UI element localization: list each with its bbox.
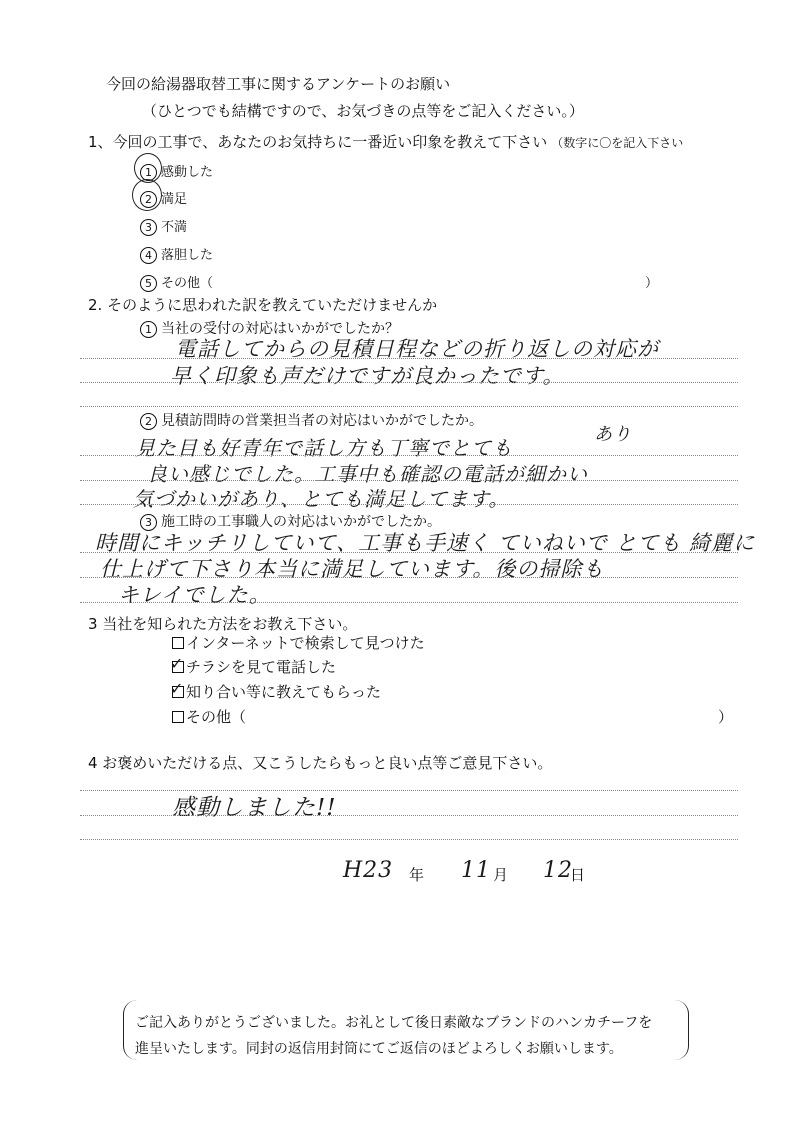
option-number-4: 4 (140, 247, 157, 264)
q1-option-5-close: ） (645, 276, 659, 291)
q1-option-2[interactable]: 2 満足 (140, 188, 187, 208)
answer-line (80, 602, 738, 603)
date-day-label: 日 (570, 866, 586, 884)
date-day: 12 (543, 858, 573, 883)
date-month: 11 (461, 858, 491, 883)
date-era-year: H23 (343, 858, 394, 883)
date-year-label: 年 (409, 866, 425, 884)
option-number-1: 1 (140, 164, 157, 181)
q3-option-other-close: ） (718, 708, 734, 726)
q3-question: 3 当社を知られた方法をお教え下さい。 (88, 615, 358, 633)
footer-line-1: ご記入ありがとうございました。お礼として後日素敵なブランドのハンカチーフを (135, 1015, 653, 1031)
answer-line (80, 455, 738, 456)
answer-line (80, 406, 738, 407)
q2-sub3-answer-line2: 仕上げて下さり本当に満足しています。後の掃除も (100, 557, 605, 581)
date-month-label: 月 (493, 866, 509, 884)
answer-line (80, 504, 738, 505)
option-number-2: 2 (140, 191, 157, 208)
answer-line (80, 480, 738, 481)
q2-question: 2. そのように思われた訳を教えていただけませんか (88, 296, 438, 314)
q4-answer: 感動しました!! (172, 795, 337, 821)
q3-option-other[interactable]: その他（ (172, 706, 246, 727)
q3-option-internet[interactable]: インターネットで検索して見つけた (172, 632, 425, 653)
sub-number-3: 3 (140, 514, 157, 531)
check-mark-icon: ✓ (170, 678, 184, 698)
check-mark-icon: ✓ (170, 653, 184, 673)
q2-sub2-insert: あり (594, 424, 632, 445)
answer-line (80, 382, 738, 383)
q2-sub2-label: 2 見積訪問時の営業担当者の対応はいかがでしたか。 (140, 410, 483, 430)
checkbox-checked-icon[interactable] (170, 678, 184, 698)
survey-title: 今回の給湯器取替工事に関するアンケートのお願い (106, 75, 451, 93)
q1-option-4[interactable]: 4 落胆した (140, 244, 213, 264)
checkbox-checked-icon[interactable] (170, 653, 184, 673)
option-number-3: 3 (140, 219, 157, 236)
q2-sub2-answer-line3: 気づかいがあり、とても満足してます。 (133, 487, 510, 511)
q4-question: 4 お褒めいただける点、又こうしたらもっと良い点等ご意見下さい。 (88, 754, 553, 772)
answer-line (80, 358, 738, 359)
q1-option-1[interactable]: 1 感動した (140, 161, 213, 181)
checkbox-empty-icon[interactable] (172, 711, 184, 723)
answer-line (80, 577, 738, 578)
q2-sub1-answer-line1: 電話してからの見積日程などの折り返しの対応が (175, 337, 659, 361)
q2-sub3-answer-line1: 時間にキッチリしていて、工事も手速く ていねいで とても 綺麗に (95, 531, 756, 555)
q2-sub3-label: 3 施工時の工事職人の対応はいかがでしたか。 (140, 511, 441, 531)
q2-sub2-answer-line2: 良い感じでした。工事中も確認の電話が細かい (147, 462, 588, 486)
q3-option-flyer[interactable]: ✓ チラシを見て電話した (170, 653, 337, 676)
q1-note: （数字に〇を記入下さい (551, 136, 684, 150)
sub-number-2: 2 (140, 413, 157, 430)
q2-sub1-label: 1 当社の受付の対応はいかがでしたか？ (140, 318, 399, 338)
answer-line (80, 815, 738, 816)
q1-question: 1、今回の工事で、あなたのお気持ちに一番近い印象を教えて下さい （数字に〇を記入下さい (88, 133, 684, 151)
sub-number-1: 1 (140, 321, 157, 338)
answer-line (80, 839, 738, 840)
q3-option-referral[interactable]: ✓ 知り合い等に教えてもらった (170, 678, 382, 701)
survey-subtitle: （ひとつでも結構ですので、お気づきの点等をご記入ください。） (142, 102, 584, 120)
q1-option-5[interactable]: 5 その他（ (140, 272, 213, 292)
handwritten-selection-circle-2 (132, 179, 162, 211)
q2-sub3-answer-line3: キレイでした。 (118, 583, 271, 607)
q2-sub1-answer-line2: 早く印象も声だけですが良かったです。 (170, 364, 565, 388)
q1-option-3[interactable]: 3 不満 (140, 216, 187, 236)
checkbox-empty-icon[interactable] (172, 637, 184, 649)
option-number-5: 5 (140, 275, 157, 292)
footer-line-2: 進呈いたします。同封の返信用封筒にてご返信のほどよろしくお願いします。 (135, 1041, 623, 1057)
q2-sub2-answer-line1: 見た目も好青年で話し方も丁寧でとても (135, 436, 513, 460)
